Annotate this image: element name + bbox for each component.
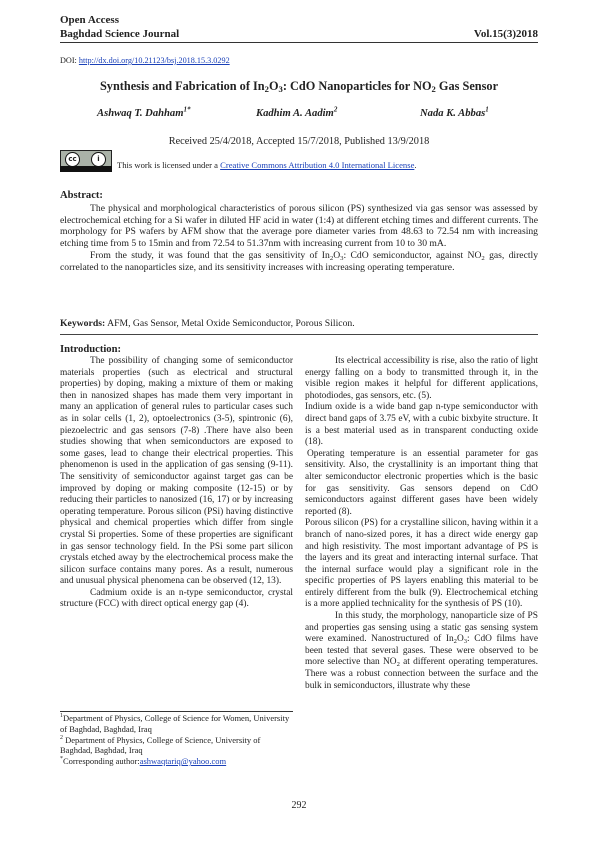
header-rule	[60, 42, 538, 43]
intro-left-paragraph-2: Cadmium oxide is an n-type semiconductor, crystal structure (FCC) with direct optical energy gap (4).	[60, 587, 293, 610]
abstract-paragraph-2: From the study, it was found that the gas sensitivity of $In_2O_3$: CdO semiconductor, against $NO_2$ gas, directly correlated to the nanoparticles size, and its sensitivity increases with increasing operating temperature.	[60, 249, 539, 273]
footnote-1: $^1$Department of Physics, College of Science for Women, University of Baghdad, Baghdad, Iraq	[60, 713, 290, 734]
attribution-person-icon: i	[91, 152, 106, 167]
intro-right-paragraph-1: Its electrical accessibility is rise, also the ratio of light energy falling on a body to transmitted through it, in the visible region makes it helpful for different applications, photodiodes, gas sensors, etc. (5).	[305, 356, 538, 401]
author-1: Ashwaq T. Dahham$^{1*}$	[97, 105, 191, 119]
keywords-line: Keywords: AFM, Gas Sensor, Metal Oxide Semiconductor, Porous Silicon.	[60, 318, 355, 329]
footnotes	[60, 713, 293, 767]
doi-label: DOI:	[60, 56, 77, 65]
publication-dates: Received 25/4/2018, Accepted 15/7/2018, Published 13/9/2018	[168, 136, 430, 147]
footnote-3: *Corresponding author:ashwaqtariq@yahoo.com	[60, 756, 227, 767]
open-access-label: Open Access	[60, 14, 119, 26]
author-3: Nada K. Abbas$^1$	[420, 105, 489, 119]
abstract-paragraph-1: The physical and morphological characteristics of porous silicon (PS) synthesized via gas sensor was assessed by electrochemical etching for a Si wafer in diluted HF acid in water (1:4) at different etching times and different currents. The morphology for PS wafers by AFM show that the average pore diameter varies from 48.63 to 72.54 nm with increasing etching time from 5 to 15min and from 72.54 to 51.37nm with increasing current from 10 to 30 mA.	[60, 203, 538, 250]
intro-right-paragraph-2: Indium oxide is a wide band gap n-type semiconductor with direct band gaps of 3.75 eV, with a cubic bixbyite structure. It is a best material used as in transparent conducting oxide (18).	[305, 402, 538, 448]
intro-left-paragraph-1: The possibility of changing some of semiconductor materials properties (such as electrical and structural properties) by doping, making a mixture of them or making then in nanosized shapes has made them very important in many an application of general rules to particular cases such as in solar cells (1, 2), optoelectronics (3-5), spintronic (6), piezoelectric and gas sensors (7-8) .There have also been studies showing that when semiconductors are exposed to some gases, lead to change their electrical properties. This phenomenon is used in the application of gas sensing (9-11). The sensitivity of semiconductor against target gas can be improved by doping or making composite (12-15) or by reducing their particles to nanosized (16, 17) or by increasing operating temperature. Porous silicon (PSi) having distinctive physical and chemical properties which differ from single crystal Si properties. Some of these properties are significant in gas sensor technology field. In the PSi some part silicon crystals etched away by the electrochemical process make the silicon surface contains many pores. As a result, numerous and unusual physical phenomena can be observed (12, 13).	[60, 356, 293, 587]
cc-icon: cc	[65, 152, 80, 167]
intro-right-paragraph-5: In this study, the morphology, nanoparticle size of PS and properties gas sensing using a static gas sensing system were examined. Nanostructured of $In_2O_3$: CdO films have been tested that several gases. These were observed to be more selective than $NO_2$ at different operating temperatures. There was a robust connection between the surface and the bulk in semiconductors, illustrate why these	[305, 611, 538, 691]
doi-link[interactable]: http://dx.doi.org/10.21123/bsj.2018.15.3.0292	[78, 56, 230, 65]
left-column	[60, 356, 293, 611]
cc-badge-strip	[60, 166, 112, 172]
introduction-heading: Introduction:	[60, 344, 122, 355]
footnote-rule	[60, 711, 293, 712]
author-2: Kadhim A. Aadim$^2$	[256, 105, 338, 119]
license-link[interactable]: Creative Commons Attribution 4.0 International License	[220, 160, 415, 170]
author-email-link[interactable]: ashwaqtariq@yahoo.com	[139, 756, 227, 767]
footnote-2: $^2$ Department of Physics, College of Science, University of Baghdad, Baghdad, Iraq	[60, 734, 261, 756]
abstract-heading: Abstract:	[60, 190, 103, 201]
license-line: This work is licensed under a Creative Commons Attribution 4.0 International License.	[117, 160, 417, 170]
doi-line	[60, 56, 230, 65]
journal-name: Baghdad Science Journal	[60, 28, 180, 40]
intro-right-paragraph-3: Operating temperature is an essential parameter for gas sensitivity. Also, the crystallinity is an important thing that alter semiconductor electronic properties which is the basic for gas sensitivity. Gas sensors depend on CdO semiconductors against different gases have been widely reported (8).	[305, 448, 538, 517]
intro-right-paragraph-4: Porous silicon (PS) for a crystalline silicon, having within it a branch of nano-sized pores, it has a direct wide energy gap and high resistivity. The most important advantage of PS is the layers and its great and interacting internal surface. That the internal surface would play a significant role in the specific properties of PS layers enabling this material to be entirely different from the bulk (9). Electrochemical etching is a more applied technicality for the synthesis of PS (10).	[305, 518, 538, 610]
abstract-body	[60, 203, 538, 273]
keywords-divider	[60, 334, 538, 335]
page-number: 292	[291, 800, 307, 811]
paper-title: Synthesis and Fabrication of $In_2O_3$: CdO Nanoparticles for $NO_2$ Gas Sensor	[99, 79, 499, 94]
right-column	[305, 356, 538, 692]
journal-volume: Vol.15(3)2018	[473, 28, 538, 40]
